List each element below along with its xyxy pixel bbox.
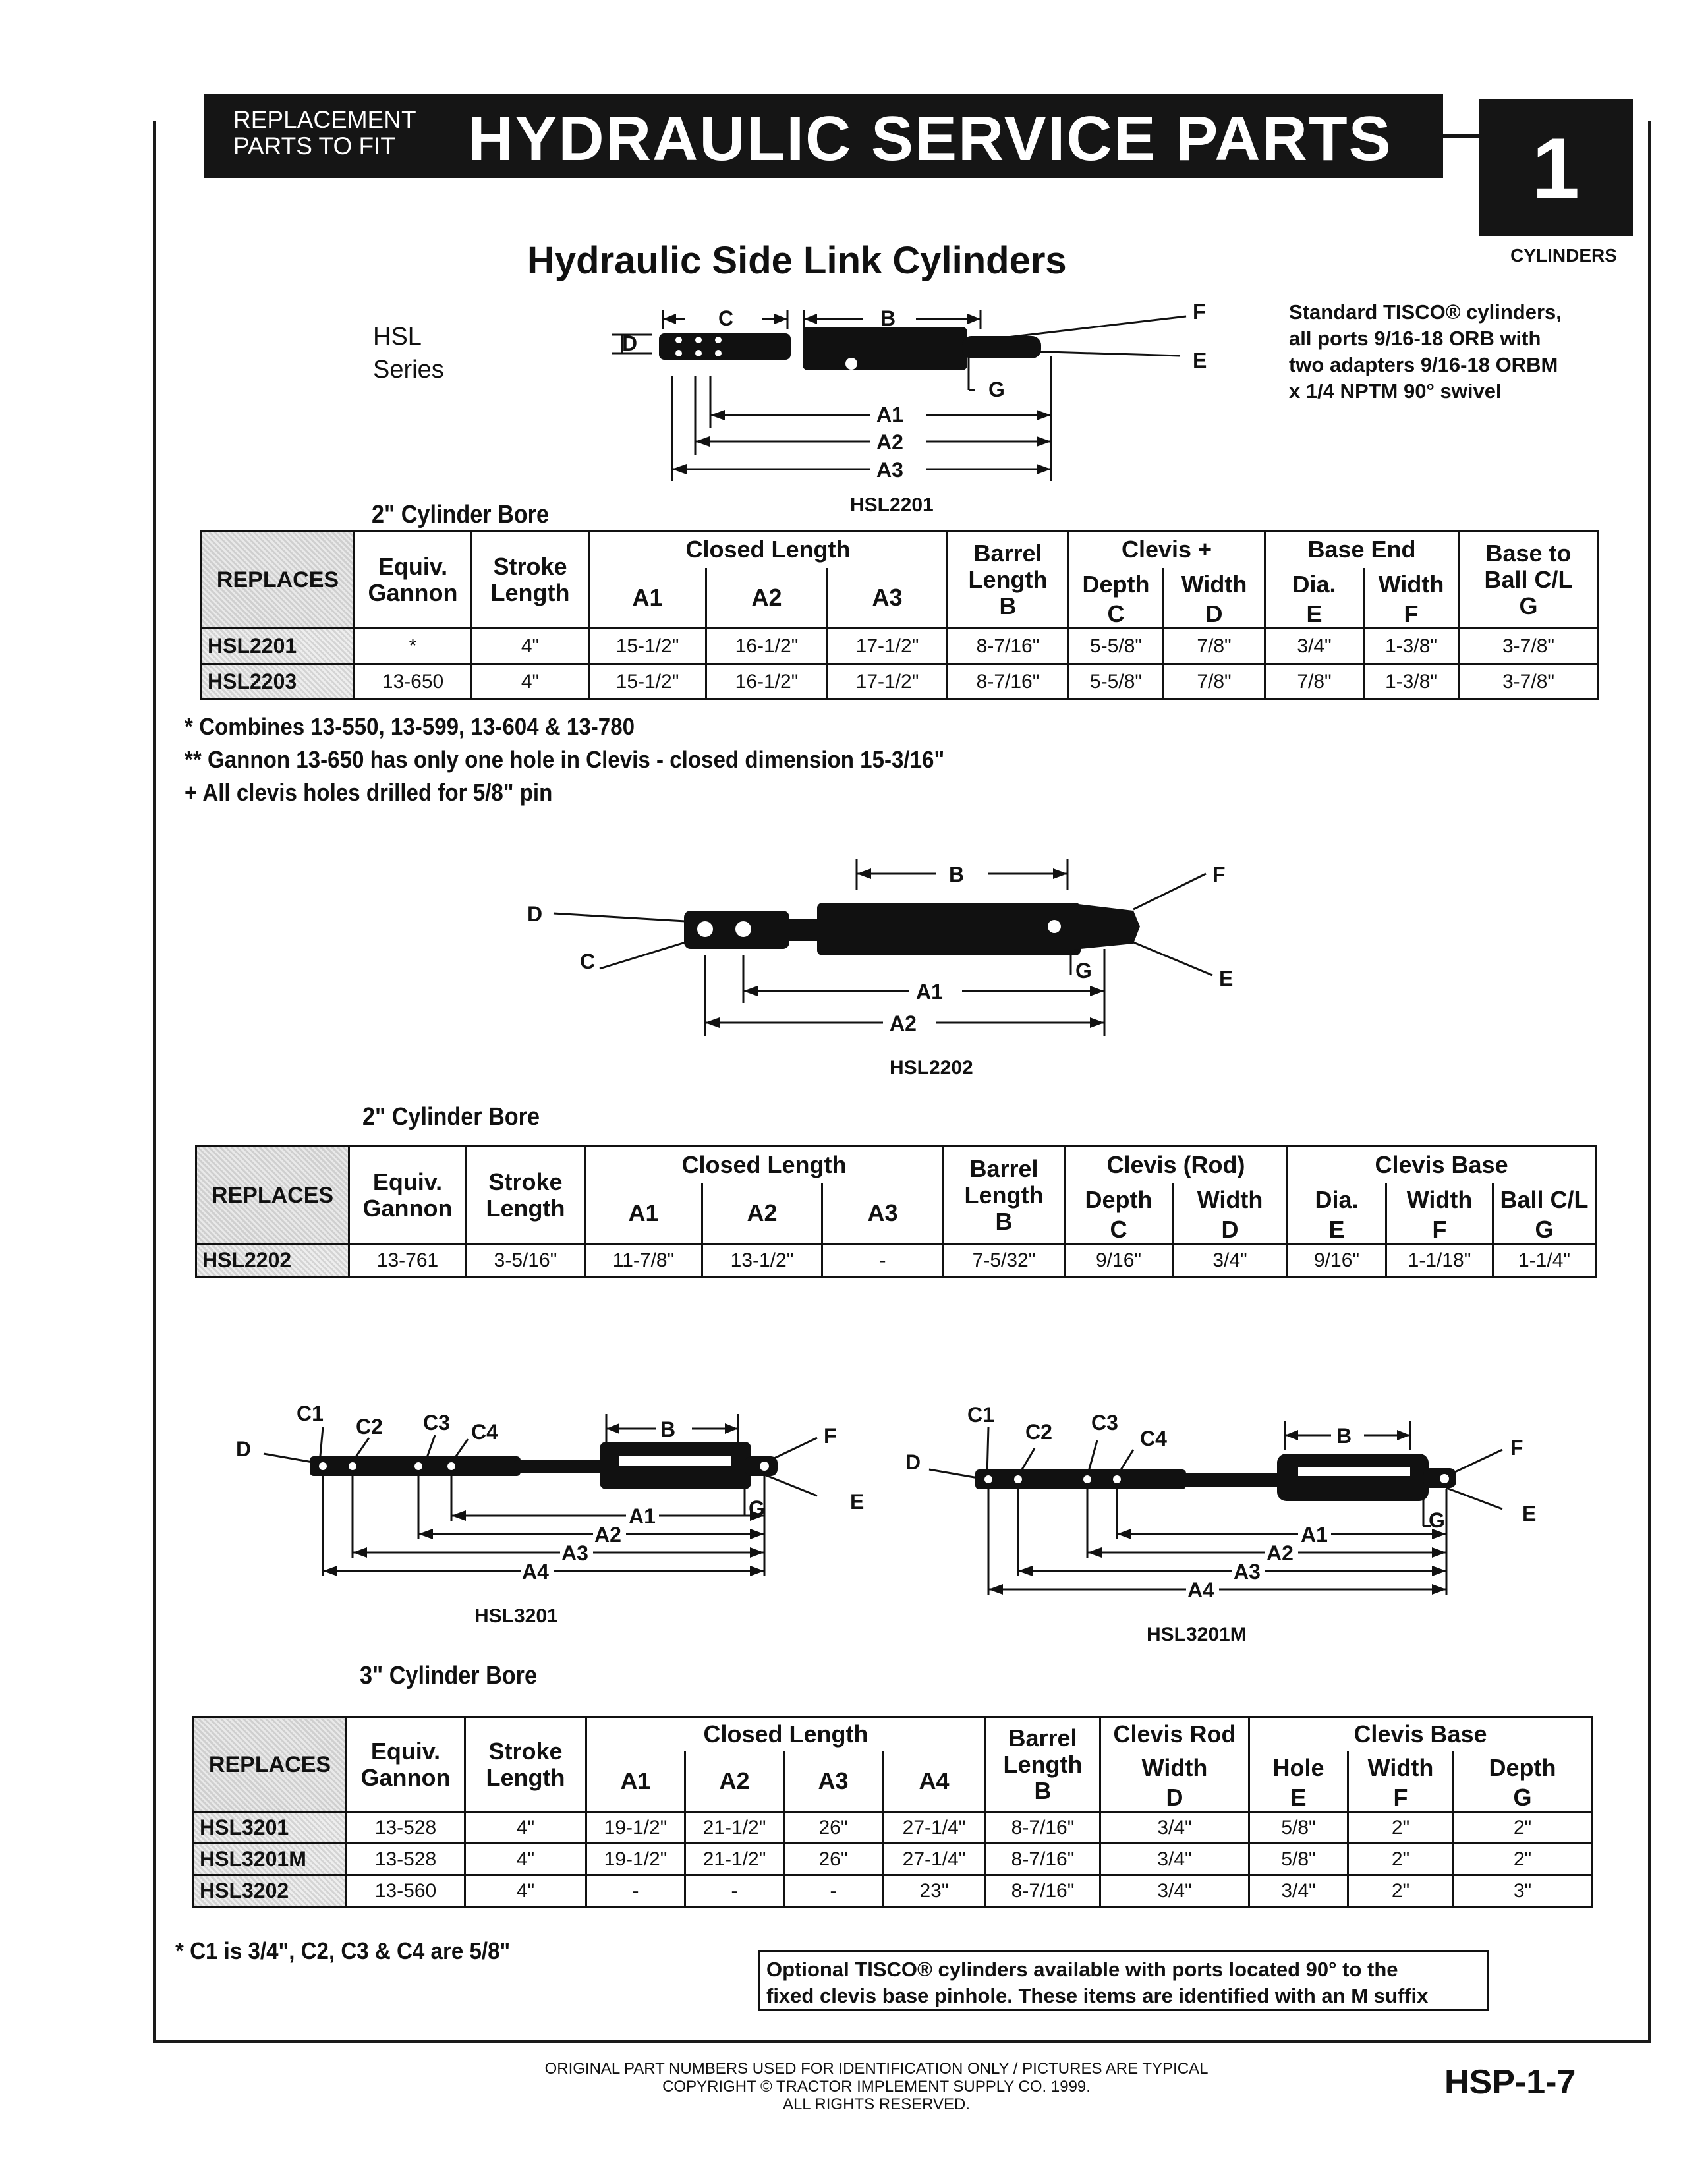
optional-line2: fixed clevis base pinhole. These items are identified with an M suffix bbox=[766, 1984, 1429, 2007]
cell-a2: 16-1/2" bbox=[706, 629, 828, 664]
dim-c3-label: C3 bbox=[423, 1411, 450, 1435]
closed-length-header-2: Closed Length bbox=[585, 1147, 944, 1183]
a2-header-3: A2 bbox=[685, 1751, 784, 1812]
cell-stroke: 4" bbox=[465, 1844, 586, 1875]
closed-length-header-3: Closed Length bbox=[586, 1717, 986, 1751]
table1-bore: 2" Cylinder Bore bbox=[372, 501, 550, 528]
page-number: HSP-1-7 bbox=[1444, 2063, 1576, 2101]
barrel-line2: Length bbox=[968, 565, 1048, 593]
cell-width-r: 3/4" bbox=[1100, 1844, 1249, 1875]
width-b-header: Width bbox=[1364, 568, 1459, 601]
section-title: Hydraulic Side Link Cylinders bbox=[527, 239, 1067, 282]
dim-f-label-3: F bbox=[824, 1424, 837, 1448]
cell-width-c: 3/4" bbox=[1173, 1244, 1288, 1277]
dim-b-label: B bbox=[880, 306, 896, 330]
equiv-header-2 bbox=[349, 1147, 467, 1244]
dim-a2-label: A2 bbox=[876, 430, 903, 454]
clevis-rod-header-2: Clevis (Rod) bbox=[1065, 1147, 1288, 1183]
cell-stroke: 4" bbox=[465, 1812, 586, 1844]
dia-header-2: Dia. bbox=[1288, 1183, 1386, 1216]
stroke2-line2: Length bbox=[486, 1194, 565, 1222]
cell-a3: - bbox=[822, 1244, 944, 1277]
optional-line1: Optional TISCO® cylinders available with ports located 90° to the bbox=[766, 1958, 1398, 1981]
cell-a2: 16-1/2" bbox=[706, 664, 828, 700]
barrel3-line3: B bbox=[1034, 1777, 1052, 1804]
dim-c-label: C bbox=[718, 306, 734, 330]
cell-a4: 27-1/4" bbox=[883, 1812, 986, 1844]
cell-dia: 7/8" bbox=[1265, 664, 1364, 700]
dim-e-label-2: E bbox=[1219, 967, 1234, 990]
dim-c3-label-4: C3 bbox=[1091, 1411, 1118, 1435]
cell-a1: 11-7/8" bbox=[585, 1244, 702, 1277]
base-to-line2: Ball C/L bbox=[1484, 565, 1573, 593]
barrel-header bbox=[948, 531, 1069, 629]
dim-c1-label-4: C1 bbox=[967, 1403, 994, 1427]
barrel2-line1: Barrel bbox=[969, 1154, 1039, 1182]
width-c-header: Width bbox=[1164, 568, 1265, 601]
cell-width-b: 1-3/8" bbox=[1364, 629, 1459, 664]
width-b-sub: F bbox=[1364, 601, 1459, 629]
dim-c-label-2: C bbox=[580, 950, 596, 973]
cell-a2: 21-1/2" bbox=[685, 1844, 784, 1875]
dim-f-label-2: F bbox=[1212, 863, 1226, 886]
dim-b-label-3: B bbox=[660, 1417, 676, 1441]
dim-g-label: G bbox=[988, 378, 1005, 401]
hole-sub-3: E bbox=[1249, 1784, 1348, 1812]
cell-width-b: 2" bbox=[1348, 1875, 1454, 1907]
depth-header-3: Depth bbox=[1454, 1751, 1592, 1784]
barrel3-line1: Barrel bbox=[1008, 1724, 1077, 1751]
cell-a3: 17-1/2" bbox=[828, 629, 948, 664]
width-b-header-3: Width bbox=[1348, 1751, 1454, 1784]
cell-stroke: 3-5/16" bbox=[467, 1244, 585, 1277]
table2-bore: 2" Cylinder Bore bbox=[362, 1103, 540, 1131]
closed-length-header: Closed Length bbox=[589, 531, 948, 568]
dim-c4-label: C4 bbox=[471, 1420, 498, 1444]
cell-depth: 5-5/8" bbox=[1069, 629, 1164, 664]
dim-f-label: F bbox=[1193, 300, 1206, 324]
cell-dia: 3/4" bbox=[1265, 629, 1364, 664]
dia-sub-2: E bbox=[1288, 1216, 1386, 1244]
replaces-header-2: REPLACES bbox=[196, 1147, 349, 1244]
part-number: HSL2203 bbox=[202, 664, 355, 700]
dia-header: Dia. bbox=[1265, 568, 1364, 601]
table-row bbox=[194, 1812, 1592, 1844]
depth-header: Depth bbox=[1069, 568, 1164, 601]
standard-note-line3: two adapters 9/16-18 ORBM bbox=[1289, 353, 1558, 376]
clevis-header: Clevis + bbox=[1069, 531, 1265, 568]
diagram-hsl3201 bbox=[224, 1390, 896, 1654]
table3-bore: 3" Cylinder Bore bbox=[360, 1662, 538, 1690]
depth-sub: C bbox=[1069, 601, 1164, 629]
header-banner bbox=[204, 94, 1443, 178]
cell-equiv: 13-761 bbox=[349, 1244, 467, 1277]
table3-note: * C1 is 3/4", C2, C3 & C4 are 5/8" bbox=[175, 1937, 511, 1964]
cell-dia: 9/16" bbox=[1288, 1244, 1386, 1277]
dim-a1-label-2: A1 bbox=[916, 980, 943, 1004]
subtitle-line2: PARTS TO FIT bbox=[233, 132, 396, 159]
hole-header-3: Hole bbox=[1249, 1751, 1348, 1784]
table1-note-2: ** Gannon 13-650 has only one hole in Clevis - closed dimension 15-3/16" bbox=[185, 746, 945, 773]
cell-a1: 15-1/2" bbox=[589, 664, 706, 700]
a4-header-3: A4 bbox=[883, 1751, 986, 1812]
table-row bbox=[202, 664, 1599, 700]
series-line2: Series bbox=[373, 356, 444, 384]
replaces-header-3: REPLACES bbox=[194, 1717, 347, 1812]
dim-e-label-4: E bbox=[1522, 1502, 1537, 1525]
width-b-sub-3: F bbox=[1348, 1784, 1454, 1812]
diagram-caption-hsl3201m: HSL3201M bbox=[1147, 1624, 1247, 1645]
cell-a1: - bbox=[586, 1875, 685, 1907]
dim-g-label-2: G bbox=[1075, 959, 1092, 982]
dim-c4-label-4: C4 bbox=[1140, 1427, 1167, 1450]
cell-stroke: 4" bbox=[472, 629, 589, 664]
a3-header-2: A3 bbox=[822, 1183, 944, 1244]
cell-a2: 21-1/2" bbox=[685, 1812, 784, 1844]
ball-header-2: Ball C/L bbox=[1493, 1183, 1596, 1216]
cell-depth: 2" bbox=[1454, 1844, 1592, 1875]
barrel2-line3: B bbox=[995, 1207, 1013, 1235]
footer-line1: ORIGINAL PART NUMBERS USED FOR IDENTIFICATION ONLY / PICTURES ARE TYPICAL bbox=[544, 2060, 1209, 2078]
equiv3-line1: Equiv. bbox=[370, 1737, 441, 1765]
dim-b-label-4: B bbox=[1336, 1424, 1352, 1448]
clevis-base-header-2: Clevis Base bbox=[1288, 1147, 1596, 1183]
a3-header-3: A3 bbox=[784, 1751, 883, 1812]
dim-d-label: D bbox=[622, 331, 638, 355]
equiv2-line1: Equiv. bbox=[372, 1168, 443, 1195]
stroke-header bbox=[472, 531, 589, 629]
dim-b-label-2: B bbox=[949, 863, 965, 886]
cell-a3: 26" bbox=[784, 1844, 883, 1875]
dim-a2-label-3: A2 bbox=[594, 1523, 621, 1547]
dim-a4-label-3: A4 bbox=[522, 1560, 549, 1583]
footer-line2: COPYRIGHT © TRACTOR IMPLEMENT SUPPLY CO. 1999. bbox=[662, 2078, 1091, 2095]
optional-note-box bbox=[758, 1950, 1489, 2011]
section-tab-number: 1 bbox=[1479, 99, 1633, 236]
equiv-line1: Equiv. bbox=[378, 552, 448, 580]
dim-a3-label-3: A3 bbox=[561, 1541, 588, 1565]
table-row bbox=[194, 1844, 1592, 1875]
width-r-header-3: Width bbox=[1100, 1751, 1249, 1784]
series-label bbox=[373, 320, 444, 386]
standard-note bbox=[1289, 299, 1562, 405]
cell-a3: 17-1/2" bbox=[828, 664, 948, 700]
cell-barrel: 8-7/16" bbox=[948, 629, 1069, 664]
depth-header-2: Depth bbox=[1065, 1183, 1173, 1216]
cell-a3: - bbox=[784, 1875, 883, 1907]
dim-a4-label-4: A4 bbox=[1187, 1578, 1214, 1602]
equiv2-line2: Gannon bbox=[362, 1194, 453, 1222]
dim-a1-label-4: A1 bbox=[1301, 1523, 1328, 1547]
diagram-hsl2202 bbox=[514, 850, 1272, 1087]
cell-width-b: 1-3/8" bbox=[1364, 664, 1459, 700]
barrel2-line2: Length bbox=[964, 1181, 1044, 1209]
cell-equiv: 13-528 bbox=[347, 1844, 465, 1875]
cell-a4: 27-1/4" bbox=[883, 1844, 986, 1875]
stroke-header-3 bbox=[465, 1717, 586, 1812]
standard-note-line2: all ports 9/16-18 ORB with bbox=[1289, 327, 1541, 350]
part-number: HSL3201M bbox=[194, 1844, 347, 1875]
part-number: HSL3202 bbox=[194, 1875, 347, 1907]
barrel-header-3 bbox=[986, 1717, 1100, 1812]
clevis-rod-header-3: Clevis Rod bbox=[1100, 1717, 1249, 1751]
cell-hole: 5/8" bbox=[1249, 1812, 1348, 1844]
depth-sub-2: C bbox=[1065, 1216, 1173, 1244]
table-row bbox=[196, 1244, 1596, 1277]
dim-c2-label-4: C2 bbox=[1025, 1420, 1052, 1444]
cell-width-b: 1-1/18" bbox=[1386, 1244, 1493, 1277]
cell-equiv: * bbox=[355, 629, 472, 664]
table1-note-1: * Combines 13-550, 13-599, 13-604 & 13-780 bbox=[185, 713, 635, 740]
table2 bbox=[195, 1145, 1597, 1278]
cell-equiv: 13-560 bbox=[347, 1875, 465, 1907]
diagram-hsl2201 bbox=[593, 290, 1252, 527]
cell-barrel: 8-7/16" bbox=[948, 664, 1069, 700]
dim-d-label-3: D bbox=[236, 1437, 252, 1461]
cell-a1: 15-1/2" bbox=[589, 629, 706, 664]
cell-barrel: 8-7/16" bbox=[986, 1875, 1100, 1907]
dim-a2-label-2: A2 bbox=[890, 1011, 917, 1035]
table-row bbox=[194, 1875, 1592, 1907]
cell-hole: 3/4" bbox=[1249, 1875, 1348, 1907]
cell-barrel: 8-7/16" bbox=[986, 1844, 1100, 1875]
cell-hole: 5/8" bbox=[1249, 1844, 1348, 1875]
cell-a2: 13-1/2" bbox=[702, 1244, 822, 1277]
standard-note-line1: Standard TISCO® cylinders, bbox=[1289, 300, 1562, 324]
table3 bbox=[192, 1716, 1593, 1908]
cell-depth: 9/16" bbox=[1065, 1244, 1173, 1277]
header-subtitle bbox=[233, 107, 444, 159]
cell-equiv: 13-650 bbox=[355, 664, 472, 700]
cell-ball: 1-1/4" bbox=[1493, 1244, 1596, 1277]
cell-stroke: 4" bbox=[472, 664, 589, 700]
table-row bbox=[202, 629, 1599, 664]
diagram-caption-hsl3201: HSL3201 bbox=[474, 1605, 558, 1627]
base-end-header: Base End bbox=[1265, 531, 1459, 568]
cell-a1: 19-1/2" bbox=[586, 1812, 685, 1844]
dim-e-label-3: E bbox=[850, 1490, 865, 1514]
cell-depth: 5-5/8" bbox=[1069, 664, 1164, 700]
table1-note-3: + All clevis holes drilled for 5/8" pin bbox=[185, 779, 553, 806]
dim-a2-label-4: A2 bbox=[1267, 1541, 1294, 1565]
barrel3-line2: Length bbox=[1003, 1750, 1083, 1778]
cell-a3: 26" bbox=[784, 1812, 883, 1844]
standard-note-line4: x 1/4 NPTM 90° swivel bbox=[1289, 380, 1502, 403]
dim-d-label-2: D bbox=[527, 902, 543, 926]
part-number: HSL2202 bbox=[196, 1244, 349, 1277]
dim-a3-label: A3 bbox=[876, 458, 903, 482]
width-c-sub: D bbox=[1164, 601, 1265, 629]
cell-ball: 3-7/8" bbox=[1459, 664, 1599, 700]
cell-width-b: 2" bbox=[1348, 1844, 1454, 1875]
ball-sub-2: G bbox=[1493, 1216, 1596, 1244]
dim-d-label-4: D bbox=[905, 1450, 921, 1474]
dim-f-label-4: F bbox=[1510, 1436, 1523, 1460]
dim-a1-label-3: A1 bbox=[629, 1504, 656, 1528]
footer-line3: ALL RIGHTS RESERVED. bbox=[782, 2095, 971, 2113]
clevis-base-header-3: Clevis Base bbox=[1249, 1717, 1592, 1751]
equiv-header bbox=[355, 531, 472, 629]
dim-a1-label: A1 bbox=[876, 403, 903, 426]
a2-header-2: A2 bbox=[702, 1183, 822, 1244]
table1 bbox=[200, 530, 1599, 700]
stroke-header-2 bbox=[467, 1147, 585, 1244]
cell-a2: - bbox=[685, 1875, 784, 1907]
footer bbox=[461, 2060, 1292, 2113]
width-r-sub-3: D bbox=[1100, 1784, 1249, 1812]
barrel-line3: B bbox=[999, 592, 1017, 619]
part-number: HSL2201 bbox=[202, 629, 355, 664]
stroke3-line2: Length bbox=[486, 1763, 565, 1791]
replaces-header: REPLACES bbox=[202, 531, 355, 629]
dim-e-label: E bbox=[1193, 349, 1207, 372]
diagram-caption-hsl2201: HSL2201 bbox=[850, 494, 934, 516]
part-number: HSL3201 bbox=[194, 1812, 347, 1844]
barrel-header-2 bbox=[944, 1147, 1065, 1244]
cell-equiv: 13-528 bbox=[347, 1812, 465, 1844]
cell-barrel: 8-7/16" bbox=[986, 1812, 1100, 1844]
stroke-line2: Length bbox=[490, 579, 570, 606]
dim-g-label-3: G bbox=[749, 1496, 765, 1520]
cell-width-c: 7/8" bbox=[1164, 664, 1265, 700]
cell-depth: 3" bbox=[1454, 1875, 1592, 1907]
cell-width-c: 7/8" bbox=[1164, 629, 1265, 664]
base-to-line1: Base to bbox=[1485, 539, 1572, 567]
diagram-caption-hsl2202: HSL2202 bbox=[890, 1057, 973, 1079]
equiv-header-3 bbox=[347, 1717, 465, 1812]
cell-stroke: 4" bbox=[465, 1875, 586, 1907]
page-title: HYDRAULIC SERVICE PARTS bbox=[468, 103, 1392, 174]
stroke2-line1: Stroke bbox=[488, 1168, 563, 1195]
cell-ball: 3-7/8" bbox=[1459, 629, 1599, 664]
header-connector bbox=[1437, 134, 1483, 138]
width-c-header-2: Width bbox=[1173, 1183, 1288, 1216]
a1-header-3: A1 bbox=[586, 1751, 685, 1812]
diagram-hsl3201m bbox=[896, 1397, 1588, 1661]
stroke3-line1: Stroke bbox=[488, 1737, 563, 1765]
a1-header-2: A1 bbox=[585, 1183, 702, 1244]
dim-c2-label: C2 bbox=[356, 1415, 383, 1438]
equiv3-line2: Gannon bbox=[360, 1763, 451, 1791]
cell-a4: 23" bbox=[883, 1875, 986, 1907]
cell-width-b: 2" bbox=[1348, 1812, 1454, 1844]
stroke-line1: Stroke bbox=[493, 552, 567, 580]
width-c-sub-2: D bbox=[1173, 1216, 1288, 1244]
width-b-sub-2: F bbox=[1386, 1216, 1493, 1244]
base-to-header bbox=[1459, 531, 1599, 629]
base-to-sub: G bbox=[1519, 592, 1538, 619]
a2-header: A2 bbox=[706, 568, 828, 629]
equiv-line2: Gannon bbox=[368, 579, 458, 606]
dim-g-label-4: G bbox=[1429, 1508, 1445, 1532]
cell-barrel: 7-5/32" bbox=[944, 1244, 1065, 1277]
dim-a3-label-4: A3 bbox=[1234, 1560, 1261, 1583]
cell-depth: 2" bbox=[1454, 1812, 1592, 1844]
section-tab-label: CYLINDERS bbox=[1510, 245, 1617, 266]
dim-c1-label: C1 bbox=[297, 1402, 324, 1425]
cell-a1: 19-1/2" bbox=[586, 1844, 685, 1875]
barrel-line1: Barrel bbox=[973, 539, 1042, 567]
depth-sub-3: G bbox=[1454, 1784, 1592, 1812]
width-b-header-2: Width bbox=[1386, 1183, 1493, 1216]
cell-width-r: 3/4" bbox=[1100, 1875, 1249, 1907]
series-line1: HSL bbox=[373, 323, 422, 351]
subtitle-line1: REPLACEMENT bbox=[233, 106, 416, 133]
dia-sub: E bbox=[1265, 601, 1364, 629]
a1-header: A1 bbox=[589, 568, 706, 629]
a3-header: A3 bbox=[828, 568, 948, 629]
cell-width-r: 3/4" bbox=[1100, 1812, 1249, 1844]
